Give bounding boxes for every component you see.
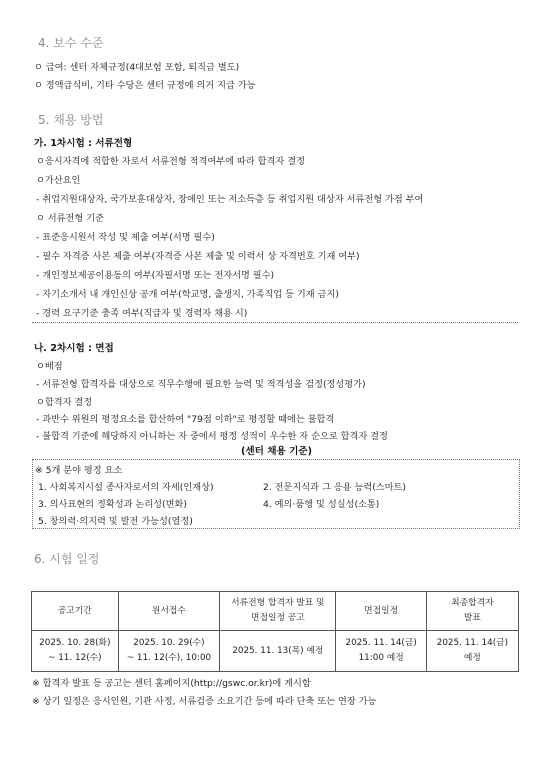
pay-line: ㅇ 정액급식비, 기타 수당은 센터 규정에 의거 지급 가능 xyxy=(34,80,256,91)
round1-line: - 필수 자격증 사본 제출 여부(자격증 사본 제출 및 이력서 상 자격번호 기재 여부) xyxy=(36,251,360,262)
header-cell: 최종합격자 발표 xyxy=(426,592,518,631)
section-heading-schedule: 6. 시험 일정 xyxy=(34,552,100,566)
round1-line: - 자기소개서 내 개인신상 공개 여부(학교명, 출생지, 가족직업 등 기재 금지) xyxy=(36,289,339,300)
round1-line: - 개인정보제공이용동의 여부(자필서명 또는 전자서명 필수) xyxy=(36,270,275,281)
schedule-table xyxy=(31,591,519,672)
schedule-header-row xyxy=(32,592,519,631)
center-criteria-title: (센터 채용 기준) xyxy=(240,446,313,457)
schedule-note: ※ 합격자 발표 등 공고는 센터 홈페이지(http://gswc.or.kr)에 게시함 xyxy=(32,678,311,689)
round2-line: ㅇ배점 xyxy=(36,361,63,372)
header-cell: 공고기간 xyxy=(32,592,119,631)
schedule-cell: 2025. 10. 28(화) ~ 11. 12(수) xyxy=(32,631,119,672)
schedule-cell: 2025. 11. 14(금) 11:00 예정 xyxy=(336,631,426,672)
round1-title: 가. 1차시험 : 서류전형 xyxy=(34,138,133,149)
round2-line: ㅇ합격자 결정 xyxy=(36,397,93,408)
round2-line: - 서류전형 합격자를 대상으로 직무수행에 필요한 능력 및 적격성을 검정(정성평가) xyxy=(36,379,366,390)
round1-line: ㅇ응시자격에 적합한 자로서 서류전형 적격여부에 따라 합격자 결정 xyxy=(36,156,305,167)
section-heading-pay: 4. 보수 수준 xyxy=(38,36,104,50)
schedule-cell: 2025. 10. 29(수) ~ 11. 12(수), 10:00 xyxy=(118,631,220,672)
round1-line: ㅇ가산요인 xyxy=(36,175,81,186)
round1-line: ㅇ 서류전형 기준 xyxy=(36,213,104,224)
round1-line: - 취업지원대상자, 국가보훈대상자, 장애인 또는 저소득층 등 취업지원 대상자 서류전형 가점 부여 xyxy=(36,194,424,205)
criteria-item: 2. 전문지식과 그 응용 능력(스마트) xyxy=(263,482,406,493)
schedule-row xyxy=(32,631,519,672)
schedule-cell: 2025. 11. 13(목) 예정 xyxy=(220,631,336,672)
round2-title: 나. 2차시험 : 면접 xyxy=(34,343,114,354)
criteria-item: 4. 예의·품행 및 성실성(소통) xyxy=(263,499,380,510)
header-cell: 원서접수 xyxy=(118,592,220,631)
round2-line: - 불합격 기준에 해당하지 아니하는 자 중에서 평정 성적이 우수한 자 순으로 합격자 결정 xyxy=(36,431,388,442)
header-cell: 면접일정 xyxy=(336,592,426,631)
schedule-cell: 2025. 11. 14(금) 예정 xyxy=(426,631,518,672)
criteria-item: 3. 의사표현의 정확성과 논리성(변화) xyxy=(38,499,187,510)
round1-line: - 표준응시원서 작성 및 제출 여부(서명 필수) xyxy=(36,232,215,243)
criteria-title: ※ 5개 분야 평정 요소 xyxy=(35,465,123,476)
criteria-item: 5. 창의력·의지력 및 발전 가능성(열정) xyxy=(38,516,193,527)
round1-line: - 경력 요구기준 충족 여부(직급자 및 경력자 채용 시) xyxy=(36,308,248,319)
criteria-item: 1. 사회복지시설 종사자로서의 자세(인재상) xyxy=(38,482,214,493)
round2-line: - 과반수 위원의 평정요소를 합산하여 "79점 이하"로 평정할 때에는 불합격 xyxy=(36,414,335,425)
header-cell: 서류전형 합격자 발표 및 면접일정 공고 xyxy=(220,592,336,631)
section-heading-hiring: 5. 채용 방법 xyxy=(38,113,104,127)
schedule-note: ※ 상기 일정은 응시인원, 기관 사정, 서류검증 소요기간 등에 따라 단축 또는 연장 가능 xyxy=(32,696,377,707)
divider xyxy=(32,322,518,323)
pay-line: ㅇ 급여: 센터 자체규정(4대보험 포함, 퇴직금 별도) xyxy=(34,62,240,73)
